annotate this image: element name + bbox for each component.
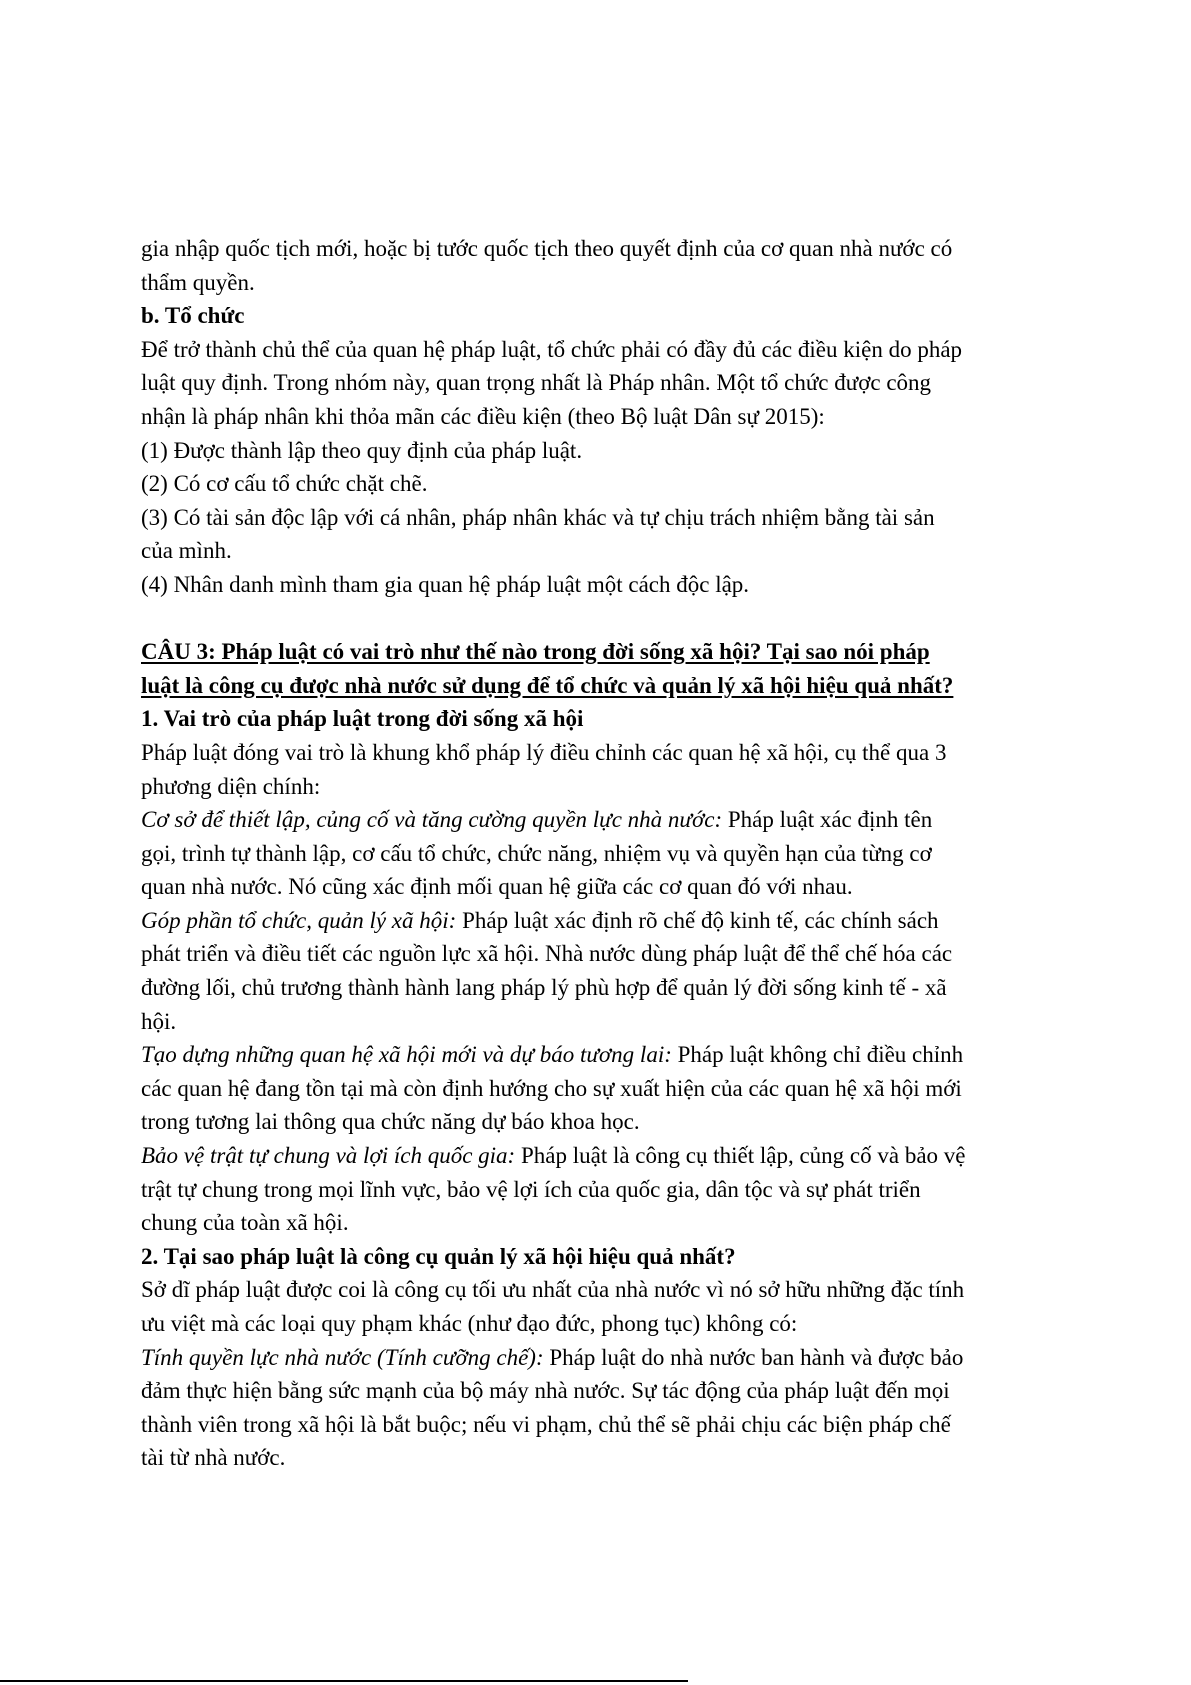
trait-title: Tính quyền lực nhà nước (Tính cưỡng chế): <box>141 1344 544 1370</box>
text-line: Pháp luật đóng vai trò là khung khổ pháp lý điều chỉnh các quan hệ xã hội, cụ thể qua 3 <box>141 739 947 765</box>
role-text: Pháp luật xác định rõ chế độ kinh tế, các chính sách <box>456 907 939 933</box>
text-line: ưu việt mà các loại quy phạm khác (như đạo đức, phong tục) không có: <box>141 1311 798 1336</box>
text-line: gia nhập quốc tịch mới, hoặc bị tước quốc tịch theo quyết định của cơ quan nhà nước có <box>141 236 953 261</box>
text-line: trong tương lai thông qua chức năng dự báo khoa học. <box>141 1109 640 1135</box>
section-heading-organization: b. Tổ chức <box>141 303 245 329</box>
text-line: hội. <box>141 1008 177 1034</box>
text-line: đường lối, chủ trương thành hành lang pháp lý phù hợp để quản lý đời sống kinh tế - xã <box>141 975 947 1001</box>
text-line: luật quy định. Trong nhóm này, quan trọng nhất là Pháp nhân. Một tổ chức được công <box>141 370 932 396</box>
text-line: các quan hệ đang tồn tại mà còn định hướng cho sự xuất hiện của các quan hệ xã hội mới <box>141 1075 962 1101</box>
text-line: chung của toàn xã hội. <box>141 1210 349 1236</box>
role-text: Pháp luật không chỉ điều chỉnh <box>671 1042 964 1068</box>
text-line: thành viên trong xã hội là bắt buộc; nếu vi phạm, chủ thể sẽ phải chịu các biện pháp chế <box>141 1411 951 1437</box>
condition-item: của mình. <box>141 538 232 564</box>
question-title: luật là công cụ được nhà nước sử dụng để tổ chức và quản lý xã hội hiệu quả nhất? <box>141 672 954 698</box>
condition-item: (2) Có cơ cấu tổ chức chặt chẽ. <box>141 471 428 497</box>
text-line: Sở dĩ pháp luật được coi là công cụ tối ưu nhất của nhà nước vì nó sở hữu những đặc tính <box>141 1277 965 1303</box>
part1-heading: 1. Vai trò của pháp luật trong đời sống xã hội <box>141 706 584 732</box>
text-line: tài từ nhà nước. <box>141 1445 286 1471</box>
trait-text: Pháp luật do nhà nước ban hành và được bảo <box>543 1344 964 1370</box>
role-paragraph <box>141 904 1061 938</box>
role-title: Cơ sở để thiết lập, củng cố và tăng cường quyền lực nhà nước: <box>141 807 723 833</box>
text-line: đảm thực hiện bằng sức mạnh của bộ máy nhà nước. Sự tác động của pháp luật đến mọi <box>141 1378 950 1404</box>
page-bottom-rule <box>0 1680 688 1682</box>
role-text: Pháp luật xác định tên <box>722 807 933 833</box>
trait-paragraph <box>141 1341 1061 1375</box>
role-paragraph <box>141 803 1061 837</box>
text-line: phát triển và điều tiết các nguồn lực xã hội. Nhà nước dùng pháp luật để thể chế hóa các <box>141 941 953 967</box>
text-line: quan nhà nước. Nó cũng xác định mối quan hệ giữa các cơ quan đó với nhau. <box>141 874 853 900</box>
text-line: phương diện chính: <box>141 773 321 799</box>
condition-item: (3) Có tài sản độc lập với cá nhân, pháp nhân khác và tự chịu trách nhiệm bằng tài sản <box>141 504 935 530</box>
paragraph-gap <box>141 602 1061 636</box>
page-content <box>141 232 1061 1475</box>
question-title: CÂU 3: Pháp luật có vai trò như thế nào trong đời sống xã hội? Tại sao nói pháp <box>141 639 930 665</box>
part2-heading: 2. Tại sao pháp luật là công cụ quản lý xã hội hiệu quả nhất? <box>141 1243 736 1269</box>
text-line: gọi, trình tự thành lập, cơ cấu tổ chức, chức năng, nhiệm vụ và quyền hạn của từng cơ <box>141 840 932 866</box>
role-paragraph <box>141 1038 1061 1072</box>
role-paragraph <box>141 1139 1061 1173</box>
role-title: Góp phần tổ chức, quản lý xã hội: <box>141 907 457 933</box>
role-title: Bảo vệ trật tự chung và lợi ích quốc gia: <box>141 1143 516 1169</box>
text-line: nhận là pháp nhân khi thỏa mãn các điều kiện (theo Bộ luật Dân sự 2015): <box>141 403 825 429</box>
text-line: Để trở thành chủ thể của quan hệ pháp luật, tổ chức phải có đầy đủ các điều kiện do pháp <box>141 336 963 362</box>
role-text: Pháp luật là công cụ thiết lập, củng cố và bảo vệ <box>515 1143 966 1169</box>
condition-item: (1) Được thành lập theo quy định của pháp luật. <box>141 437 583 463</box>
text-line: trật tự chung trong mọi lĩnh vực, bảo vệ lợi ích của quốc gia, dân tộc và sự phát triển <box>141 1176 921 1202</box>
role-title: Tạo dựng những quan hệ xã hội mới và dự báo tương lai: <box>141 1042 672 1068</box>
text-line: thẩm quyền. <box>141 269 255 295</box>
condition-item: (4) Nhân danh mình tham gia quan hệ pháp luật một cách độc lập. <box>141 571 750 597</box>
